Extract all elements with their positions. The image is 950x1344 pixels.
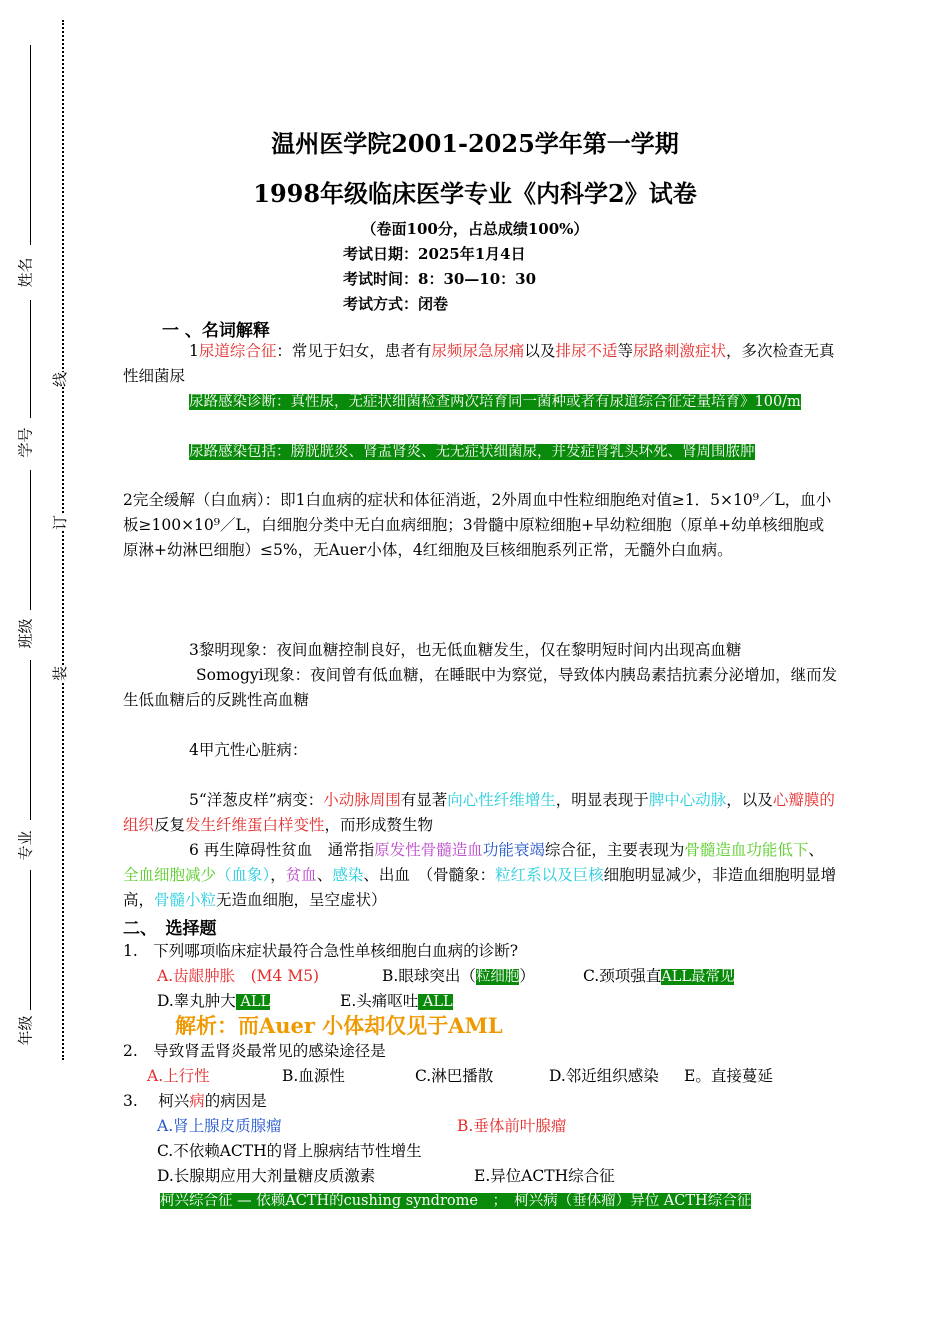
bind-char-bind: 装 — [51, 665, 70, 682]
q2-option-b: B.血源性 — [282, 1067, 345, 1085]
term-6: 6 再生障碍性贫血 通常指原发性骨髓造血功能衰竭综合征，主要表现为骨髓造血功能低下、全血细胞减少（血象），贫血、感染、出血 （骨髓象：粒红系以及巨核细胞明显减少，非造血细胞明显增高，骨髓小粒无造血细胞，呈空虚状） — [123, 841, 837, 909]
q3-option-c: C.不依赖ACTH的肾上腺病结节性增生 — [157, 1142, 422, 1160]
bind-char-line: 线 — [51, 371, 70, 388]
student-id-line — [30, 300, 31, 418]
question-3: 3. 柯兴病的病因是 — [123, 1092, 267, 1110]
grade-line — [30, 870, 31, 1010]
bind-char-staple: 订 — [51, 514, 70, 531]
score-note: （卷面100分，占总成绩100%） — [361, 220, 589, 238]
exam-method: 考试方式：闭卷 — [343, 295, 449, 313]
term-3-somogyi: Somogyi现象：夜间曾有低血糖，在睡眠中为察觉，导致体内胰岛素拮抗素分泌增加，继而发生低血糖后的反跳性高血糖 — [123, 666, 838, 709]
major-line — [30, 660, 31, 820]
q3-note: 柯兴综合征 — 依赖ACTH的cushing syndrome ； 柯兴病（垂体瘤）异位 ACTH综合征 — [160, 1193, 752, 1209]
exam-title: 温州医学院2001-2025学年第一学期 — [271, 129, 679, 158]
term-2: 2完全缓解（白血病）：即1白血病的症状和体征消逝，2外周血中性粒细胞绝对值≥1．5×10⁹／L，血小板≥100×10⁹／L，白细胞分类中无白血病细胞；3骨髓中原粒细胞+早幼粒细胞（原单+幼单核细胞或原淋+幼淋巴细胞）≤5%，无Auer小体，4红细胞及巨核细胞系列正常，无髓外白血病。 — [123, 491, 832, 559]
q2-option-d: D.邻近组织感染 — [549, 1067, 659, 1085]
q1-option-e: E.头痛呕吐 ALL — [340, 992, 453, 1010]
section2-heading: 二、 选择题 — [123, 919, 217, 939]
note-uti-diagnosis: 尿路感染诊断：真性尿，无症状细菌检查两次培育同一菌种或者有尿道综合征定量培育》100/m — [189, 394, 801, 410]
q3-option-e: E.异位ACTH综合征 — [474, 1167, 615, 1185]
note-uti-types: 尿路感染包括：膀胱胱炎、肾盂肾炎、无无症状细菌尿，并发症肾乳头坏死、肾周围脓肿 — [189, 444, 755, 460]
term-4: 4甲亢性心脏病： — [189, 741, 308, 759]
q3-option-b: B.垂体前叶腺瘤 — [457, 1117, 567, 1135]
name-label: 姓名 — [16, 257, 35, 288]
term-1: 1尿道综合征：常见于妇女，患者有尿频尿急尿痛以及排尿不适等尿路刺激症状，多次检查无真性细菌尿 — [123, 342, 835, 385]
major-label: 专业 — [16, 830, 35, 861]
q2-option-e: E。直接蔓延 — [684, 1067, 773, 1085]
q1-analysis: 解析：而Auer 小体却仅见于AML — [175, 1013, 503, 1038]
q1-option-c: C.颈项强直ALL最常见 — [583, 967, 735, 985]
class-label: 班级 — [16, 618, 35, 649]
class-line — [30, 470, 31, 610]
q1-option-d: D.睾丸肿大 ALL — [157, 992, 271, 1010]
section1-heading: 一 、名词解释 — [162, 321, 270, 341]
q2-option-c: C.淋巴播散 — [415, 1067, 494, 1085]
grade-label: 年级 — [16, 1015, 35, 1046]
term-3: 3黎明现象：夜间血糖控制良好，也无低血糖发生，仅在黎明短时间内出现高血糖 — [189, 641, 742, 659]
question-2: 2. 导致肾盂肾炎最常见的感染途径是 — [123, 1042, 386, 1060]
exam-time: 考试时间：8：30—10：30 — [343, 270, 537, 288]
q3-option-a: A.肾上腺皮质腺瘤 — [157, 1117, 282, 1135]
question-1: 1. 下列哪项临床症状最符合急性单核细胞白血病的诊断? — [123, 942, 519, 960]
term-5: 5“洋葱皮样”病变：小动脉周围有显著向心性纤维增生，明显表现于脾中心动脉，以及心瓣膜的组织反复发生纤维蛋白样变性，而形成赘生物 — [123, 791, 835, 834]
q3-option-d: D.长腺期应用大剂量糖皮质激素 — [157, 1167, 376, 1185]
q2-option-a: A.上行性 — [147, 1067, 210, 1085]
q1-option-b: B.眼球突出（粒细胞） — [382, 967, 535, 985]
exam-subtitle: 1998年级临床医学专业《内科学2》试卷 — [253, 179, 697, 208]
q1-option-a: A.齿龈肿胀 (M4 M5) — [157, 967, 320, 985]
student-id-label: 学号 — [16, 427, 35, 458]
exam-date: 考试日期：2025年1月4日 — [343, 245, 526, 263]
